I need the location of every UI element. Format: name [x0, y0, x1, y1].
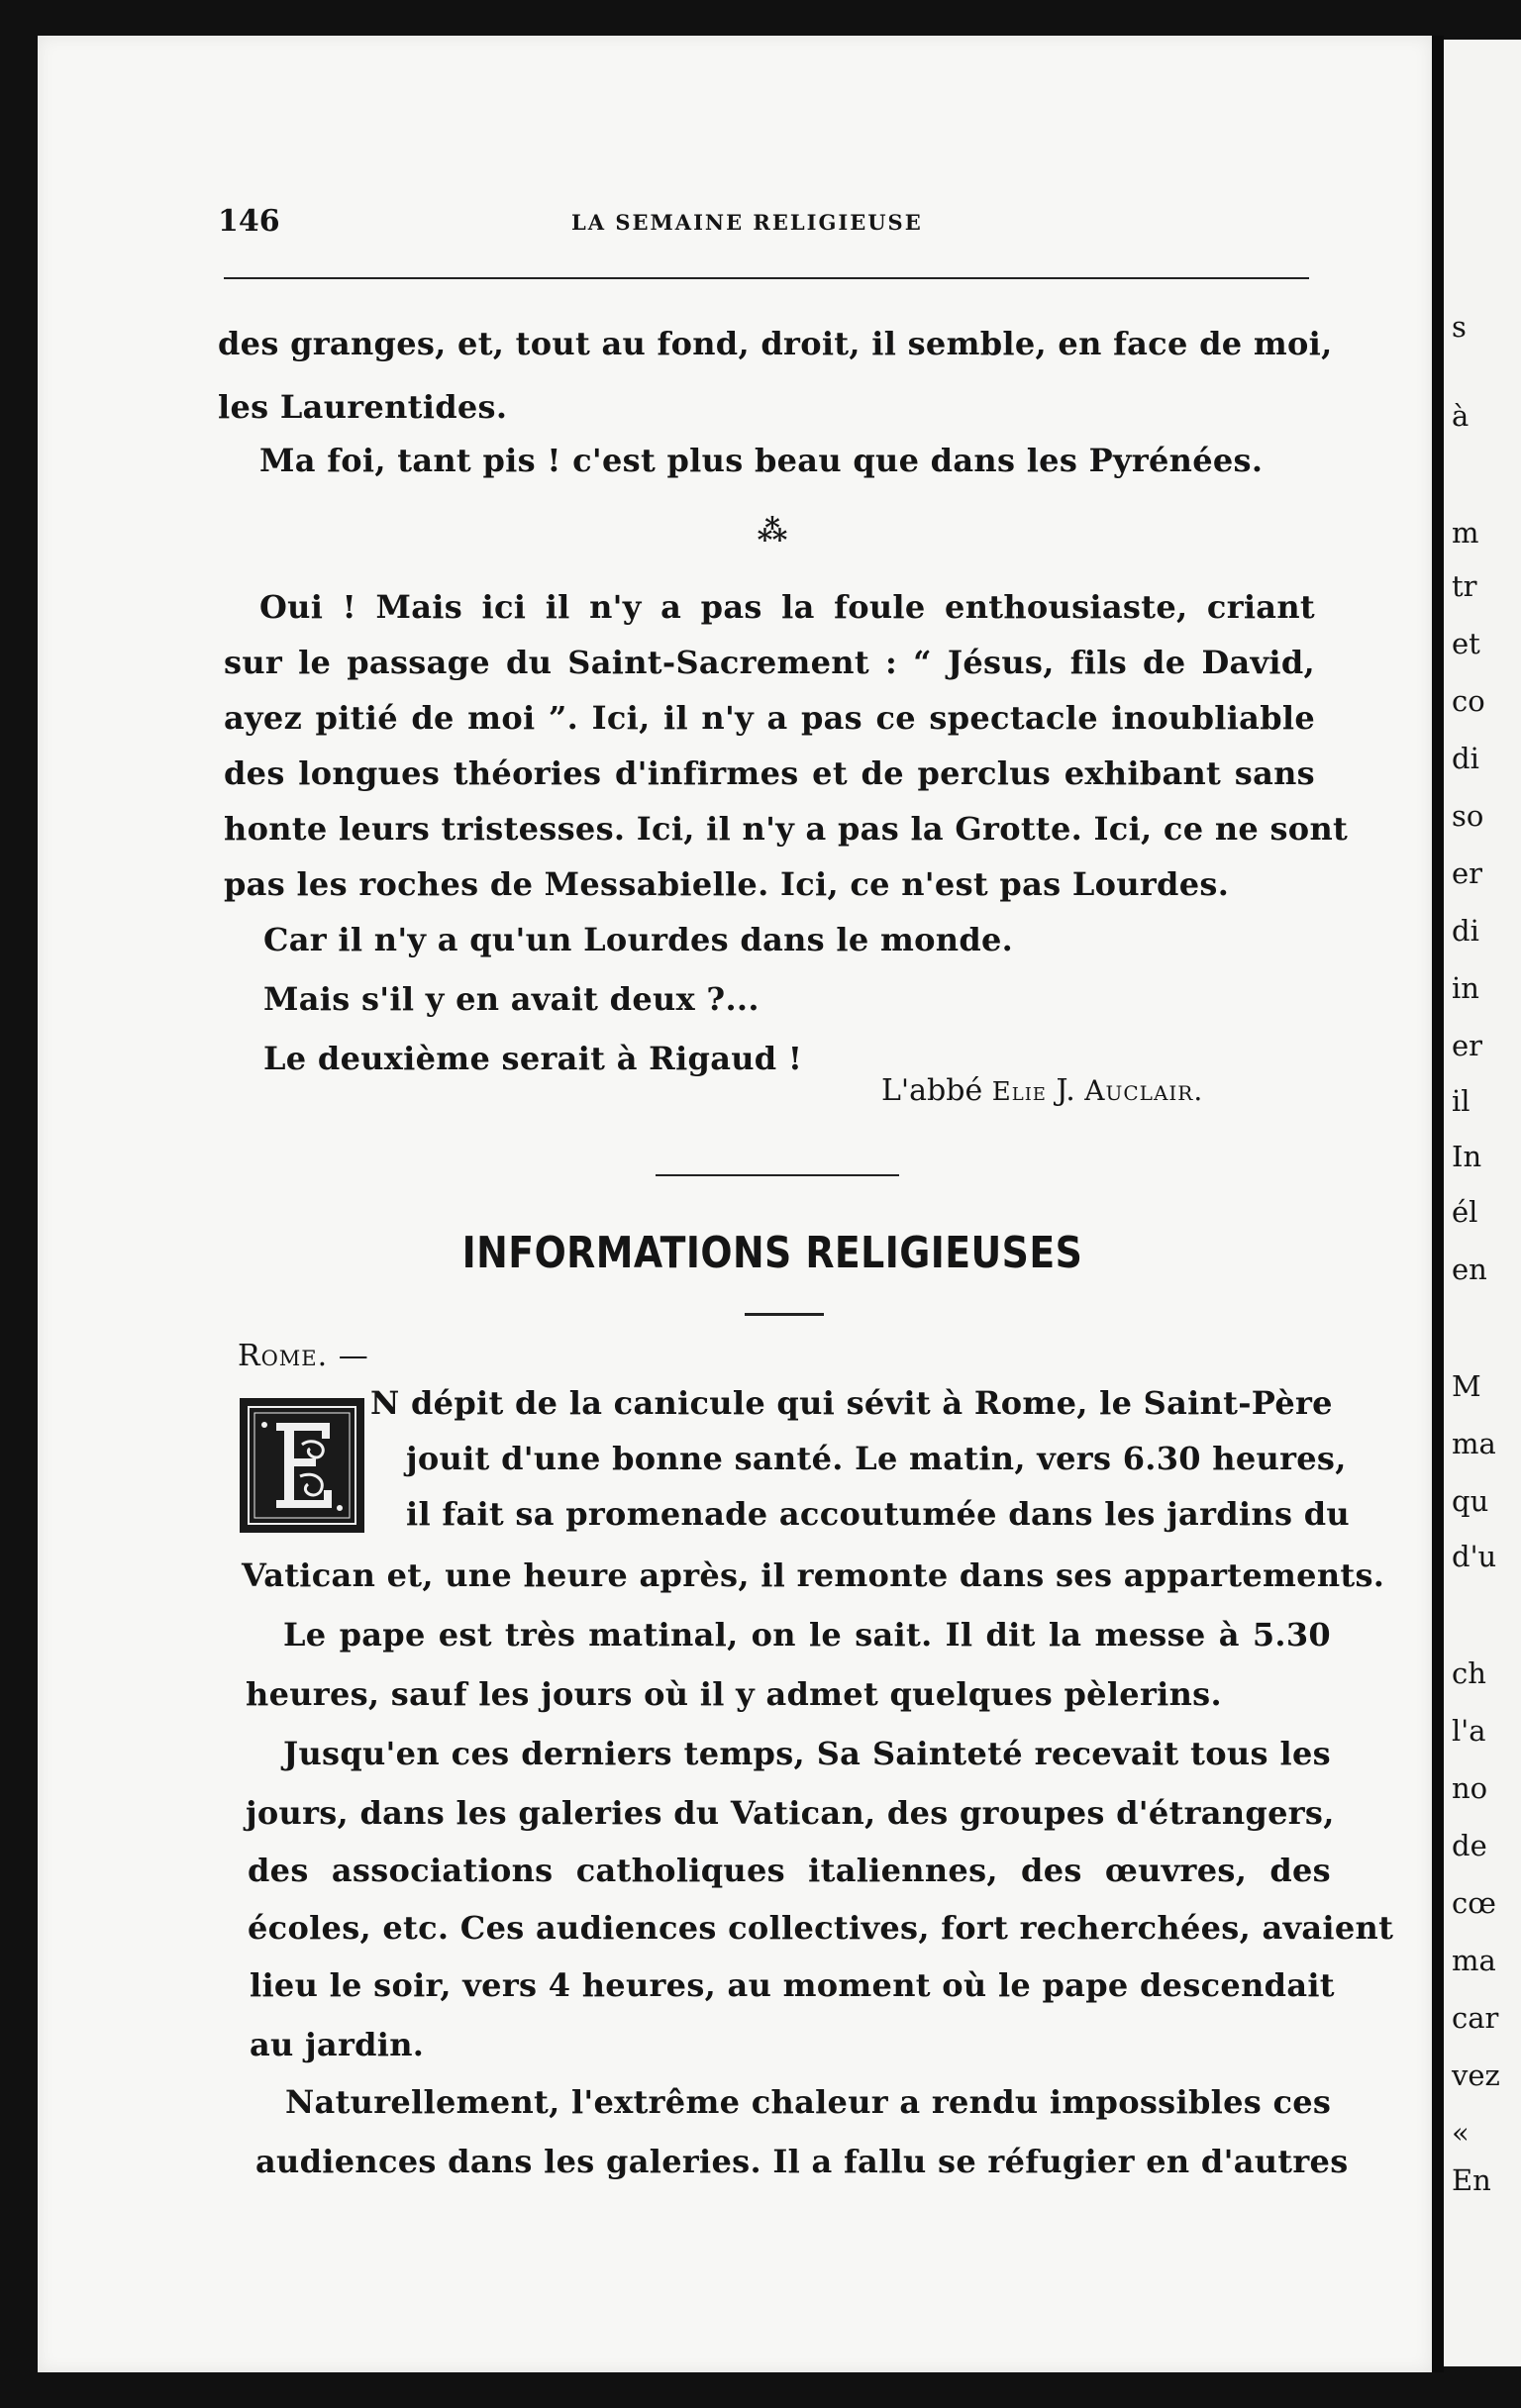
text-line: jouit d'une bonne santé. Le matin, vers 6.30 heures,	[406, 1440, 1347, 1477]
text-line: Oui ! Mais ici il n'y a pas la foule enthousiaste, criant	[259, 588, 1315, 626]
journal-title: LA SEMAINE RELIGIEUSE	[571, 210, 923, 235]
dropcap-e	[240, 1398, 364, 1533]
adjacent-page-fragment: d'u	[1452, 1540, 1497, 1573]
adjacent-page-fragment: m	[1452, 516, 1479, 550]
adjacent-page-fragment: cœ	[1452, 1886, 1496, 1920]
adjacent-page-fragment: co	[1452, 684, 1485, 718]
adjacent-page-fragment: vez	[1452, 2058, 1500, 2092]
adjacent-page-fragment: di	[1452, 914, 1479, 948]
section-divider	[656, 1174, 899, 1176]
text-line: audiences dans les galeries. Il a fallu se réfugier en d'autres	[255, 2143, 1349, 2180]
text-line: lieu le soir, vers 4 heures, au moment où le pape descendait	[250, 1966, 1335, 2004]
signature-prefix: L'abbé	[881, 1073, 983, 1108]
adjacent-page-fragment: er	[1452, 1029, 1483, 1062]
text-line: les Laurentides.	[218, 388, 508, 426]
text-line: écoles, etc. Ces audiences collectives, fort recherchées, avaient	[248, 1909, 1394, 1947]
adjacent-page-fragment: ma	[1452, 1944, 1496, 1977]
page-gutter	[1432, 36, 1444, 2372]
signature	[881, 1073, 1203, 1108]
section-heading: INFORMATIONS RELIGIEUSES	[461, 1228, 1083, 1278]
text-line: Jusqu'en ces derniers temps, Sa Sainteté recevait tous les	[283, 1735, 1331, 1772]
dateline: Rome. —	[238, 1339, 369, 1373]
adjacent-page-fragment: et	[1452, 627, 1480, 660]
adjacent-page-fragment: à	[1452, 399, 1470, 433]
adjacent-page-fragment: di	[1452, 742, 1479, 775]
adjacent-page-fragment: él	[1452, 1195, 1478, 1229]
heading-rule	[745, 1313, 824, 1316]
asterism: ⁂	[757, 514, 788, 549]
text-line: Naturellement, l'extrême chaleur a rendu impossibles ces	[285, 2083, 1332, 2121]
text-line: sur le passage du Saint-Sacrement : “ Jésus, fils de David,	[224, 644, 1315, 681]
running-head	[218, 204, 1307, 244]
adjacent-page-fragment: M	[1452, 1369, 1481, 1403]
adjacent-page-fragment: «	[1452, 2116, 1470, 2150]
adjacent-page-fragment: il	[1452, 1084, 1470, 1118]
text-line: Ma foi, tant pis ! c'est plus beau que dans les Pyrénées.	[259, 442, 1264, 479]
signature-first-name: Elie	[991, 1077, 1047, 1107]
signature-last-name: Auclair.	[1084, 1074, 1204, 1107]
adjacent-page-fragment: so	[1452, 799, 1484, 833]
adjacent-page-fragment: ma	[1452, 1427, 1496, 1460]
adjacent-page-fragment: qu	[1452, 1484, 1489, 1518]
signature-initial: J.	[1056, 1073, 1075, 1108]
text-line: N dépit de la canicule qui sévit à Rome, le Saint-Père	[370, 1384, 1333, 1422]
adjacent-page-fragment: s	[1452, 310, 1467, 344]
adjacent-page-fragment: no	[1452, 1771, 1488, 1805]
adjacent-page-fragment: er	[1452, 856, 1483, 890]
text-line: au jardin.	[250, 2026, 425, 2063]
book-page	[38, 36, 1432, 2372]
adjacent-page-fragment: ch	[1452, 1656, 1486, 1690]
header-rule	[224, 277, 1309, 279]
text-line: jours, dans les galeries du Vatican, des groupes d'étrangers,	[246, 1794, 1335, 1832]
text-line: Le pape est très matinal, on le sait. Il dit la messe à 5.30	[283, 1616, 1331, 1654]
adjacent-page-edge	[1444, 40, 1521, 2366]
ornate-letter-icon	[243, 1401, 361, 1530]
text-line: Le deuxième serait à Rigaud !	[263, 1040, 803, 1077]
text-line: Car il n'y a qu'un Lourdes dans le monde.	[263, 921, 1014, 958]
adjacent-page-fragment: en	[1452, 1253, 1487, 1286]
adjacent-page-fragment: In	[1452, 1140, 1482, 1173]
text-line: des associations catholiques italiennes, des œuvres, des	[248, 1852, 1331, 1889]
adjacent-page-fragment: l'a	[1452, 1714, 1486, 1748]
adjacent-page-fragment: car	[1452, 2001, 1499, 2035]
text-line: des longues théories d'infirmes et de perclus exhibant sans	[224, 754, 1315, 792]
text-line: Vatican et, une heure après, il remonte dans ses appartements.	[242, 1556, 1385, 1594]
text-line: Mais s'il y en avait deux ?...	[263, 980, 760, 1018]
text-line: ayez pitié de moi ”. Ici, il n'y a pas ce spectacle inoubliable	[224, 699, 1315, 737]
text-line: honte leurs tristesses. Ici, il n'y a pas la Grotte. Ici, ce ne sont	[224, 810, 1349, 848]
text-line: il fait sa promenade accoutumée dans les jardins du	[406, 1495, 1350, 1533]
text-line: heures, sauf les jours où il y admet quelques pèlerins.	[246, 1675, 1222, 1713]
text-line: pas les roches de Messabielle. Ici, ce n'est pas Lourdes.	[224, 865, 1230, 903]
page-number: 146	[218, 204, 280, 239]
adjacent-page-fragment: tr	[1452, 569, 1477, 603]
text-line: des granges, et, tout au fond, droit, il semble, en face de moi,	[218, 325, 1333, 362]
adjacent-page-fragment: in	[1452, 971, 1479, 1005]
adjacent-page-fragment: En	[1452, 2163, 1491, 2197]
adjacent-page-fragment: de	[1452, 1829, 1487, 1862]
